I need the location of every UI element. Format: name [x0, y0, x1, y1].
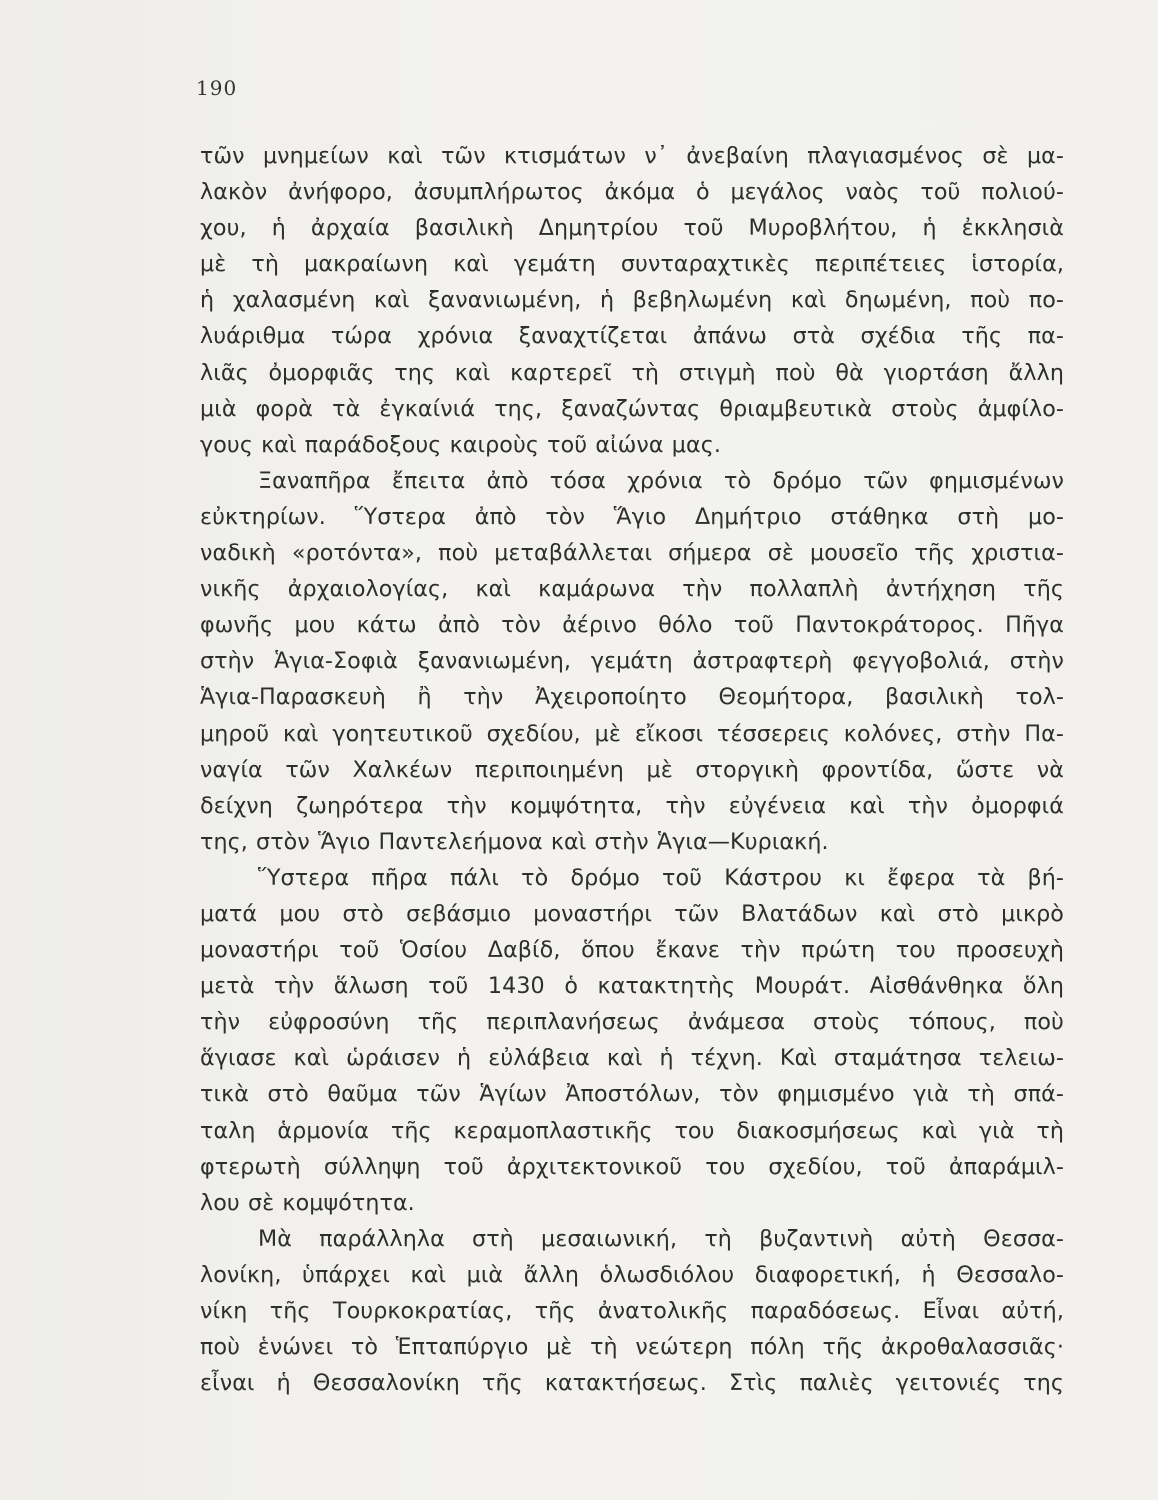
text-line: Ἁγια-Παρασκευὴ ἢ τὴν Ἀχειροποίητο Θεομήτορα, βασιλικὴ τολ-: [200, 684, 1064, 711]
text-line: ἡ χαλασμένη καὶ ξανανιωμένη, ἡ βεβηλωμένη καὶ δηωμένη, ποὺ πο-: [200, 287, 1064, 314]
text-line: δείχνη ζωηρότερα τὴν κομψότητα, τὴν εὐγένεια καὶ τὴν ὀμορφιά: [200, 792, 1064, 819]
text-line: εὐκτηρίων. Ὕστερα ἀπὸ τὸν Ἅγιο Δημήτριο στάθηκα στὴ μο-: [200, 503, 1064, 530]
paragraph-4: [200, 1221, 1064, 1401]
text-line: φτερωτὴ σύλληψη τοῦ ἀρχιτεκτονικοῦ του σχεδίου, τοῦ ἀπαράμιλ-: [200, 1153, 1064, 1180]
text-line: γους καὶ παράδοξους καιροὺς τοῦ αἰώνα μας.: [200, 431, 721, 458]
text-line: Ξαναπῆρα ἔπειτα ἀπὸ τόσα χρόνια τὸ δρόμο τῶν φημισμένων: [258, 467, 1064, 494]
text-line: μετὰ τὴν ἅλωση τοῦ 1430 ὁ κατακτητὴς Μουράτ. Αἰσθάνθηκα ὅλη: [200, 973, 1064, 1000]
text-line: νικῆς ἀρχαιολογίας, καὶ καμάρωνα τὴν πολλαπλὴ ἀντήχηση τῆς: [200, 576, 1064, 603]
text-line: νίκη τῆς Τουρκοκρατίας, τῆς ἀνατολικῆς παραδόσεως. Εἶναι αὐτή,: [200, 1298, 1064, 1324]
text-line: λακὸν ἀνήφορο, ἀσυμπλήρωτος ἀκόμα ὁ μεγάλος ναὸς τοῦ πολιού-: [200, 179, 1064, 206]
text-line: ἅγιασε καὶ ὡράισεν ἡ εὐλάβεια καὶ ἡ τέχνη. Καὶ σταμάτησα τελειω-: [200, 1045, 1064, 1072]
text-line: φωνῆς μου κάτω ἀπὸ τὸν ἀέρινο θόλο τοῦ Παντοκράτορος. Πῆγα: [200, 612, 1064, 639]
text-line: μὲ τὴ μακραίωνη καὶ γεμάτη συνταραχτικὲς περιπέτειες ἱστορία,: [200, 251, 1064, 278]
text-line: ναγία τῶν Χαλκέων περιποιημένη μὲ στοργικὴ φροντίδα, ὥστε νὰ: [200, 756, 1064, 783]
text-line: λιᾶς ὀμορφιᾶς της καὶ καρτερεῖ τὴ στιγμὴ ποὺ θὰ γιορτάση ἄλλη: [200, 359, 1064, 386]
text-line: ποὺ ἑνώνει τὸ Ἑπταπύργιο μὲ τὴ νεώτερη πόλη τῆς ἀκροθαλασσιᾶς·: [200, 1334, 1064, 1361]
paragraph-2: [200, 463, 1064, 860]
text-line: λυάριθμα τώρα χρόνια ξαναχτίζεται ἀπάνω στὰ σχέδια τῆς πα-: [200, 323, 1064, 350]
text-line: ναδικὴ «ροτόντα», ποὺ μεταβάλλεται σήμερα σὲ μουσεῖο τῆς χριστια-: [200, 540, 1064, 567]
text-line: ματά μου στὸ σεβάσμιο μοναστήρι τῶν Βλατάδων καὶ στὸ μικρὸ: [200, 900, 1064, 927]
text-line: Μὰ παράλληλα στὴ μεσαιωνική, τὴ βυζαντινὴ αὐτὴ Θεσσα-: [258, 1225, 1064, 1252]
text-line: Ὕστερα πῆρα πάλι τὸ δρόμο τοῦ Κάστρου κι ἔφερα τὰ βή-: [258, 864, 1064, 891]
text-line: λου σὲ κομψότητα.: [200, 1189, 415, 1216]
text-line: χου, ἡ ἀρχαία βασιλικὴ Δημητρίου τοῦ Μυροβλήτου, ἡ ἐκκλησιὰ: [200, 215, 1064, 242]
text-line: της, στὸν Ἅγιο Παντελεήμονα καὶ στὴν Ἁγια—Κυριακή.: [200, 828, 829, 855]
text-line: τῶν μνημείων καὶ τῶν κτισμάτων ν᾽ ἀνεβαίνη πλαγιασμένος σὲ μα-: [200, 143, 1064, 169]
page-number: 190: [196, 76, 238, 100]
text-line: λονίκη, ὑπάρχει καὶ μιὰ ἄλλη ὁλωσδιόλου διαφορετική, ἡ Θεσσαλο-: [200, 1261, 1064, 1288]
body-text: [200, 138, 1064, 1401]
text-line: τικὰ στὸ θαῦμα τῶν Ἁγίων Ἀποστόλων, τὸν φημισμένο γιὰ τὴ σπά-: [200, 1081, 1064, 1108]
text-line: τὴν εὐφροσύνη τῆς περιπλανήσεως ἀνάμεσα στοὺς τόπους, ποὺ: [200, 1009, 1064, 1036]
text-line: μηροῦ καὶ γοητευτικοῦ σχεδίου, μὲ εἴκοσι τέσσερεις κολόνες, στὴν Πα-: [200, 720, 1064, 747]
text-line: μοναστήρι τοῦ Ὁσίου Δαβίδ, ὅπου ἔκανε τὴν πρώτη του προσευχὴ: [200, 937, 1064, 964]
text-line: εἶναι ἡ Θεσσαλονίκη τῆς κατακτήσεως. Στὶς παλιὲς γειτονιές της: [200, 1370, 1064, 1397]
text-line: μιὰ φορὰ τὰ ἐγκαίνιά της, ξαναζώντας θριαμβευτικὰ στοὺς ἀμφίλο-: [200, 395, 1064, 422]
paragraph-3: [200, 860, 1064, 1221]
text-line: στὴν Ἁγια-Σοφιὰ ξανανιωμένη, γεμάτη ἀστραφτερὴ φεγγοβολιά, στὴν: [200, 648, 1064, 675]
text-line: ταλη ἁρμονία τῆς κεραμοπλαστικῆς του διακοσμήσεως καὶ γιὰ τὴ: [200, 1117, 1064, 1144]
paragraph-1: [200, 138, 1064, 463]
